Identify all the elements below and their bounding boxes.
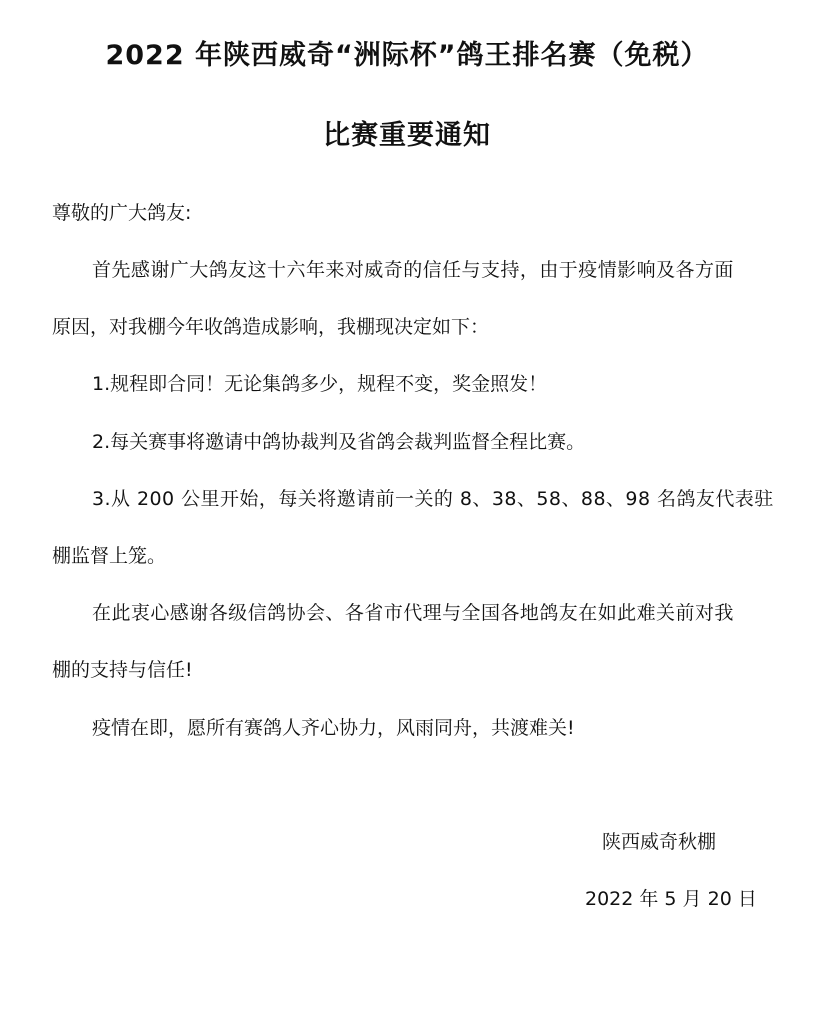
- greeting: 尊敬的广大鸽友:: [52, 202, 192, 224]
- paragraph-3: 疫情在即，愿所有赛鸽人齐心协力，风雨同舟，共渡难关!: [92, 717, 575, 739]
- list-item-3-line-1: 3.从 200 公里开始，每关将邀请前一关的 8、38、58、88、98 名鸽友代表驻: [92, 488, 774, 510]
- title-line-2: 比赛重要通知: [323, 120, 491, 151]
- signature-org: 陕西威奇秋棚: [602, 831, 717, 853]
- list-item-3-line-2: 棚监督上笼。: [52, 545, 167, 567]
- list-item-2: 2.每关赛事将邀请中鸽协裁判及省鸽会裁判监督全程比赛。: [92, 431, 586, 453]
- paragraph-1-line-1: 首先感谢广大鸽友这十六年来对威奇的信任与支持，由于疫情影响及各方面: [92, 259, 734, 281]
- paragraph-1-line-2: 原因，对我棚今年收鸽造成影响，我棚现决定如下：: [52, 316, 490, 338]
- paragraph-2-line-2: 棚的支持与信任!: [52, 659, 193, 681]
- title-line-1: 2022 年陕西威奇“洲际杯”鸽王排名赛（免税）: [105, 40, 709, 71]
- signature-date: 2022 年 5 月 20 日: [585, 888, 757, 910]
- list-item-1: 1.规程即合同！无论集鸽多少，规程不变，奖金照发！: [92, 373, 548, 395]
- paragraph-2-line-1: 在此衷心感谢各级信鸽协会、各省市代理与全国各地鸽友在如此难关前对我: [92, 602, 734, 624]
